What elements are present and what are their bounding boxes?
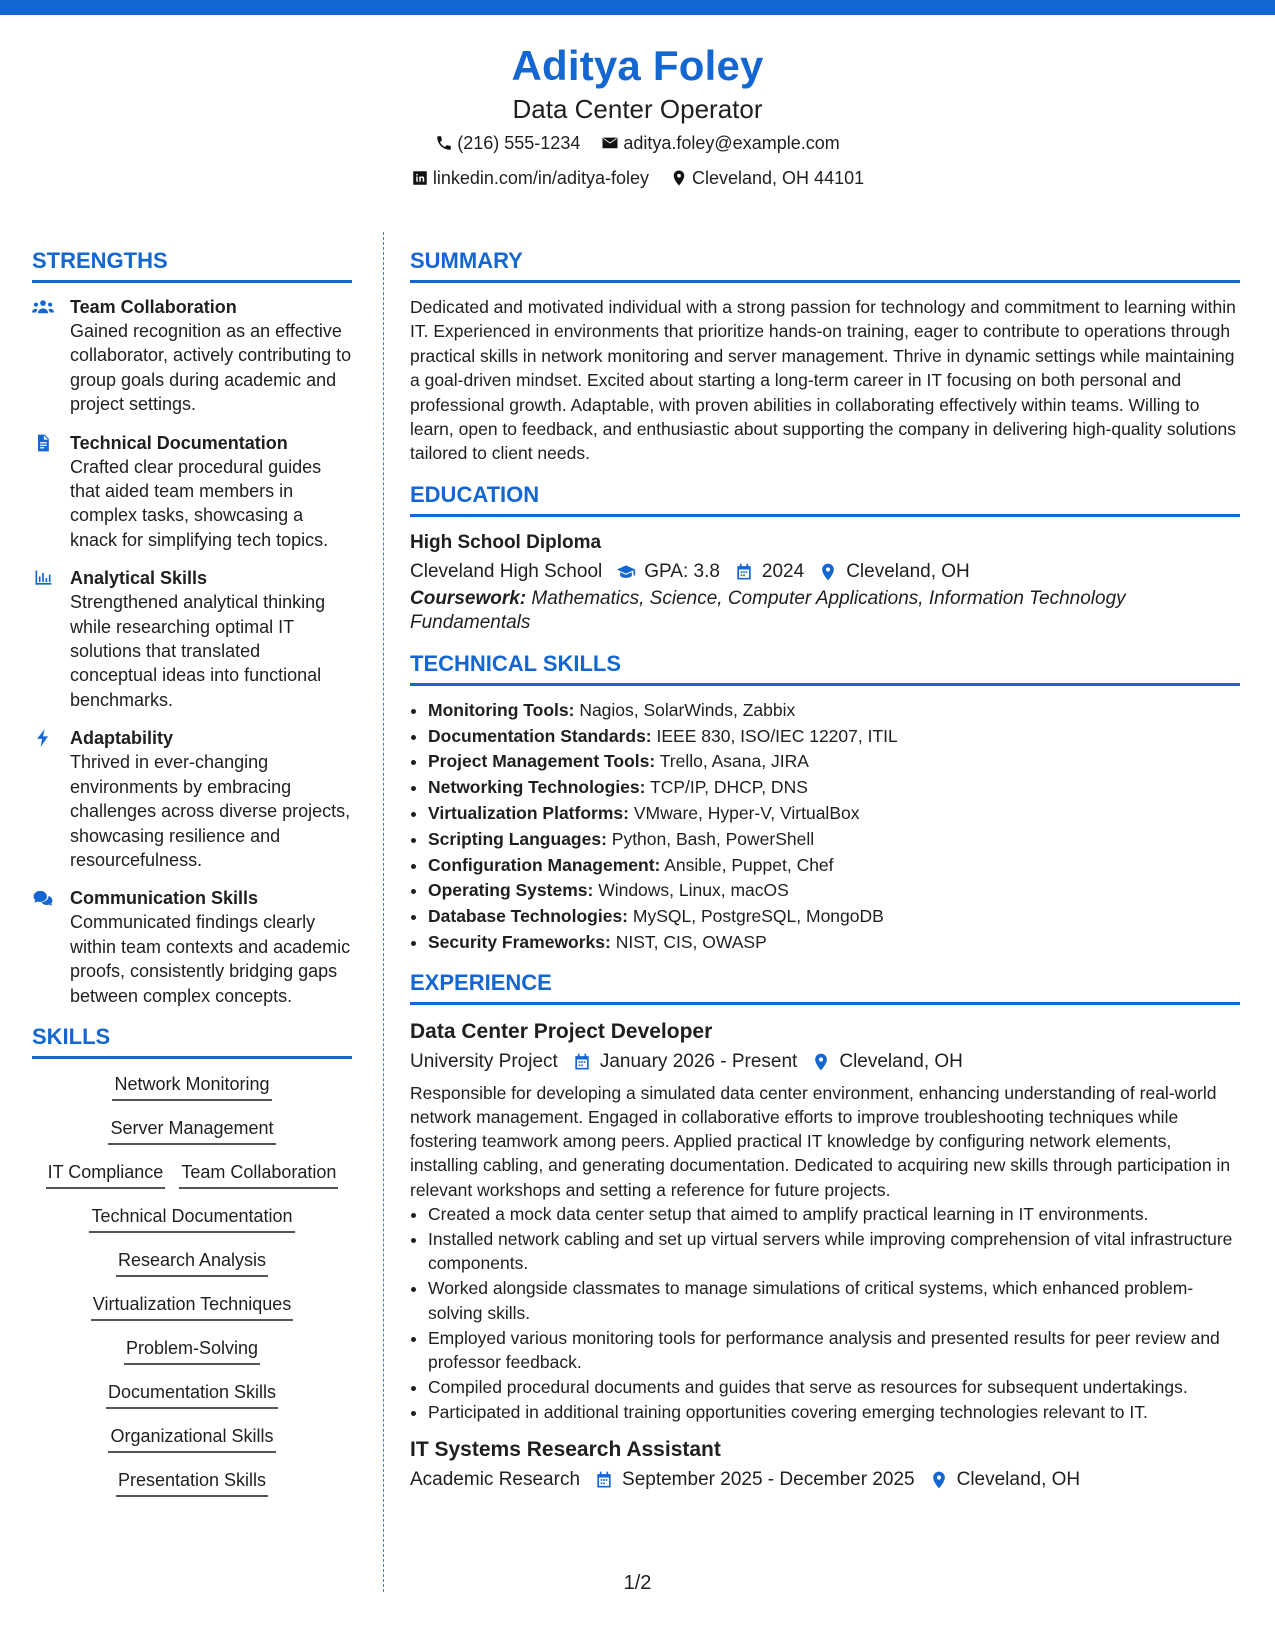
list-item: • Installed network cabling and set up virtual servers while improving comprehension of vital infrastructure components. [428,1227,1240,1275]
gpa-item [616,557,720,587]
job-entry [410,1017,1240,1425]
tech-label: Security Frameworks: [428,932,611,953]
skill-tag: Team Collaboration [179,1159,338,1189]
left-column [32,246,352,1511]
list-item [428,878,1240,904]
linkedin-icon [411,169,429,187]
strength-desc: Communicated findings clearly within team contexts and academic proofs, consistently bridging gaps between complex concepts. [70,912,351,1006]
location-text: Cleveland, OH 44101 [692,168,865,188]
tech-value: Trello, Asana, JIRA [655,751,809,772]
strength-title: Adaptability [70,728,174,749]
strength-title: Technical Documentation [70,432,288,453]
job-dates [594,1465,915,1495]
education-meta [410,557,1240,587]
summary-text: Dedicated and motivated individual with a strong passion for technology and commitment to learning within IT. Experienced in environments that prioritize hands-on training, eager to contribute to operations through practical skills in network monitoring and server management. Thrive in dynamic settings while maintaining a goal-driven mindset. Excited about starting a long-term career in IT focusing on both personal and professional growth. Adaptable, with proven abilities in collaborating effectively within teams. Willing to learn, open to feedback, and enthusiastic about supporting the company in delivering high-quality solutions tailored to client needs. [410,297,1236,464]
job-location-text: Cleveland, OH [839,1050,963,1072]
tech-label: Networking Technologies: [428,777,646,798]
list-item [428,775,1240,801]
school-name [410,557,602,587]
job-org-text: University Project [410,1050,558,1072]
job-title: Data Center Project Developer [410,1019,713,1043]
tech-value: VMware, Hyper-V, VirtualBox [628,803,860,824]
strength-item [32,566,352,712]
list-item [428,853,1240,879]
job-dates-text: September 2025 - December 2025 [622,1468,915,1490]
map-pin-icon [811,1052,831,1072]
tech-value: TCP/IP, DHCP, DNS [645,777,808,798]
contact-line-1 [0,128,1275,161]
phone-contact[interactable] [435,128,580,158]
page-number: 1/2 [623,1572,652,1594]
strength-title: Analytical Skills [70,568,208,589]
tech-value: NIST, CIS, OWASP [610,932,767,953]
job-org [410,1465,580,1495]
candidate-name: Aditya Foley [511,42,764,89]
calendar-icon [594,1470,614,1490]
phone-text: (216) 555-1234 [457,133,581,153]
skill-tag: Organizational Skills [108,1423,275,1453]
envelope-icon [601,134,619,152]
gpa-text: GPA: 3.8 [644,560,720,582]
tech-label: Monitoring Tools: [428,699,575,720]
coursework-text: Mathematics, Science, Computer Applications, Information Technology Fundamentals [410,587,1126,633]
list-item: • Employed various monitoring tools for performance analysis and presented results for peer review and professor feedback. [428,1326,1240,1374]
linkedin-text: linkedin.com/in/aditya-foley [432,168,649,188]
email-text: aditya.foley@example.com [623,133,840,153]
skill-tag: Technical Documentation [89,1203,294,1233]
users-icon [32,297,54,317]
job-org-text: Academic Research [410,1468,581,1490]
comments-icon [32,888,54,908]
skills-heading: SKILLS [32,1022,352,1059]
list-item [428,801,1240,827]
coursework-label: Coursework: [410,587,527,609]
job-description: Responsible for developing a simulated data center environment, enhancing understanding of real-world network management. Engaged in collaborative efforts to improve troubleshooting techniques while fostering teamwork among peers. Applied practical IT knowledge by configuring network elements, installing cabling, and generating documentation. Dedicated to acquiring new skills through participation in relevant workshops and setting a reference for future projects. [410,1082,1231,1200]
phone-icon [435,134,453,152]
tech-value: MySQL, PostgreSQL, MongoDB [628,906,884,927]
experience-heading: EXPERIENCE [410,968,1240,1005]
list-item [428,698,1240,724]
skill-tag: IT Compliance [46,1159,166,1189]
strength-desc: Crafted clear procedural guides that aided team members in complex tasks, showcasing a knack for simplifying tech topics. [70,456,329,550]
list-item: • Created a mock data center setup that aimed to amplify practical learning in IT environments. [428,1202,1240,1226]
job-location [811,1047,963,1077]
strength-title: Team Collaboration [70,297,237,317]
skill-tag: Server Management [108,1115,275,1145]
technical-skills-list [410,698,1240,956]
tech-label: Documentation Standards: [428,725,652,746]
strength-desc: Strengthened analytical thinking while researching optimal IT solutions that translated conceptual ideas into functional benchmarks. [70,592,326,710]
strength-item [32,431,352,553]
list-item [428,724,1240,750]
job-bullets [410,1202,1240,1425]
bolt-icon [32,728,54,748]
email-contact[interactable] [601,128,839,158]
strength-item [32,726,352,872]
skill-tag: Presentation Skills [116,1467,268,1497]
list-item [428,749,1240,775]
skill-tag: Research Analysis [116,1247,268,1277]
year-text: 2024 [761,560,805,582]
edu-location-item [818,557,970,587]
tech-value: Windows, Linux, macOS [593,880,789,901]
strength-title: Communication Skills [70,888,259,909]
linkedin-contact[interactable] [411,163,649,193]
job-dates-text: January 2026 - Present [599,1050,798,1072]
list-item [428,827,1240,853]
job-location [929,1465,1081,1495]
job-meta [410,1047,1240,1077]
job-meta [410,1465,1240,1495]
tech-label: Configuration Management: [428,854,661,875]
map-pin-icon [670,169,688,187]
education-degree: High School Diploma [410,531,602,553]
skill-tag: Network Monitoring [112,1071,271,1101]
skill-tag: Documentation Skills [106,1379,278,1409]
list-item [428,904,1240,930]
list-item: • Participated in additional training opportunities covering emerging technologies relevant to IT. [428,1400,1240,1424]
chart-icon [32,568,54,588]
graduation-cap-icon [616,562,636,582]
job-dates [572,1047,798,1077]
school-text: Cleveland High School [410,560,603,582]
skills-tag-cloud [32,1071,352,1497]
calendar-icon [572,1052,592,1072]
strength-desc: Gained recognition as an effective collaborator, actively contributing to group goals during academic and project settings. [70,321,352,415]
job-entry [410,1435,1240,1495]
skill-tag: Problem-Solving [124,1335,260,1365]
tech-value: Python, Bash, PowerShell [606,828,815,849]
list-item: • Compiled procedural documents and guides that serve as resources for subsequent undertakings. [428,1375,1240,1399]
map-pin-icon [818,562,838,582]
education-heading: EDUCATION [410,480,1240,517]
right-column [410,246,1240,1495]
top-accent-bar [0,0,1275,15]
job-title: IT Systems Research Assistant [410,1437,721,1461]
strength-desc: Thrived in ever-changing environments by embracing challenges across diverse projects, showcasing resilience and resourcefulness. [70,752,351,870]
candidate-title: Data Center Operator [512,94,763,124]
year-item [734,557,804,587]
technical-skills-heading: TECHNICAL SKILLS [410,649,1240,686]
tech-value: Nagios, SolarWinds, Zabbix [574,699,796,720]
tech-label: Virtualization Platforms: [428,803,629,824]
skill-tag: Virtualization Techniques [91,1291,293,1321]
map-pin-icon [929,1470,949,1490]
list-item: • Worked alongside classmates to manage simulations of critical systems, which enhanced problem-solving skills. [428,1276,1240,1324]
tech-label: Operating Systems: [428,880,594,901]
tech-label: Scripting Languages: [428,828,607,849]
job-org [410,1047,558,1077]
location-contact [670,163,864,193]
strength-item [32,886,352,1008]
document-icon [32,433,54,453]
tech-label: Database Technologies: [428,906,629,927]
tech-value: Ansible, Puppet, Chef [660,854,834,875]
summary-heading: SUMMARY [410,246,1240,283]
contact-line-2 [0,163,1275,196]
coursework [410,587,1240,635]
tech-value: IEEE 830, ISO/IEC 12207, ITIL [651,725,898,746]
tech-label: Project Management Tools: [428,751,656,772]
column-divider [383,232,384,1592]
strength-item [32,295,352,417]
list-item [428,930,1240,956]
edu-location-text: Cleveland, OH [846,560,970,582]
job-location-text: Cleveland, OH [956,1468,1081,1490]
strengths-heading: STRENGTHS [32,246,352,283]
resume-header [0,40,1275,196]
calendar-icon [734,562,754,582]
